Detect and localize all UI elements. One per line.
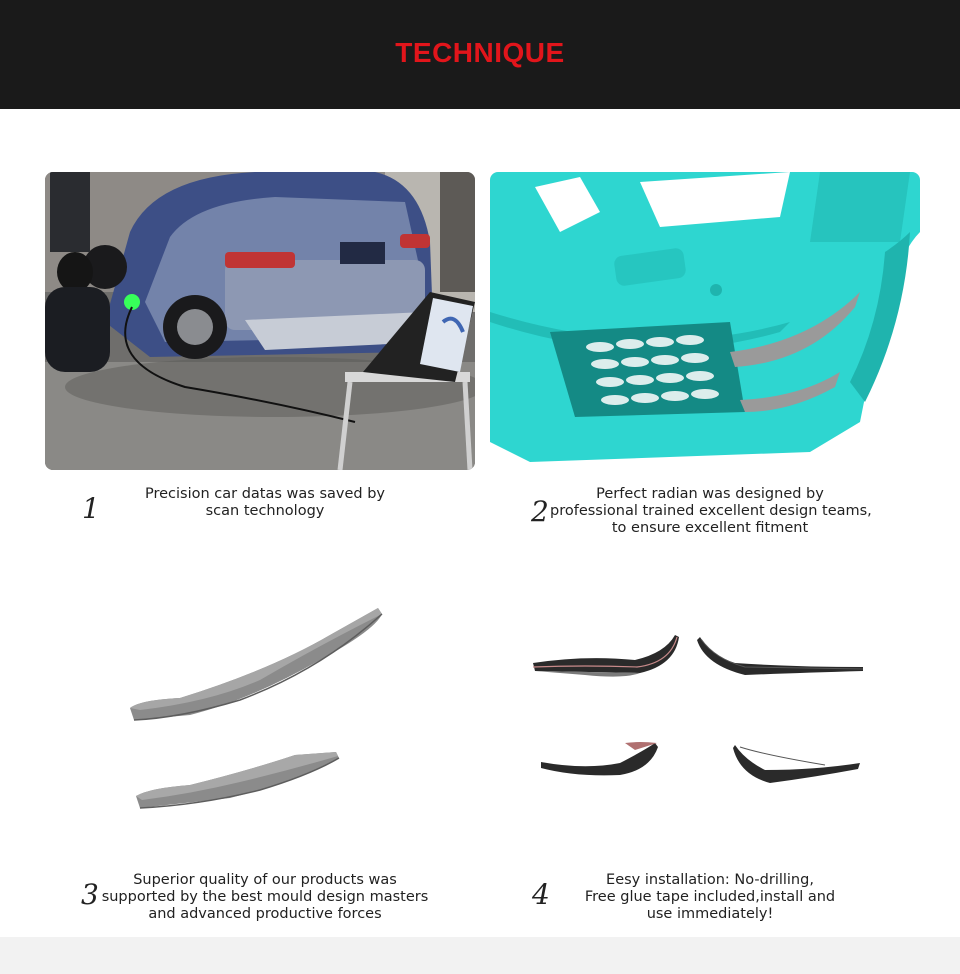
step-number-1: 1 [82, 492, 100, 525]
caption-line: supported by the best mould design masters [101, 889, 429, 905]
caption-line: use immediately! [646, 906, 774, 922]
caption-line: Eesy installation: No-drilling, [606, 872, 814, 888]
caption-line: Free glue tape included,install and [584, 889, 836, 905]
bumper-scan-photo [490, 172, 920, 470]
page-title: TECHNIQUE [395, 37, 565, 68]
caption-line: and advanced productive forces [148, 906, 382, 922]
caption-line: Precision car datas was saved by [144, 486, 385, 502]
caption-line: to ensure excellent fitment [611, 520, 809, 536]
step-caption-4 [570, 872, 850, 923]
footer-bar [0, 937, 960, 974]
caption-line: professional trained excellent design teams, [550, 503, 872, 519]
caption-line: Superior quality of our products was [133, 872, 397, 888]
step-number-2: 2 [531, 495, 549, 528]
step-number-4: 4 [532, 878, 550, 911]
carbon-canard-set-image [525, 625, 870, 795]
caption-line: Perfect radian was designed by [596, 486, 824, 502]
step-number-3: 3 [81, 878, 99, 911]
car-scan-photo [45, 172, 475, 470]
step-caption-3 [100, 872, 430, 923]
mould-canard-pair-image [120, 600, 390, 820]
step-caption-2 [550, 486, 870, 537]
step-caption-1 [115, 486, 415, 520]
caption-line: scan technology [205, 503, 325, 519]
